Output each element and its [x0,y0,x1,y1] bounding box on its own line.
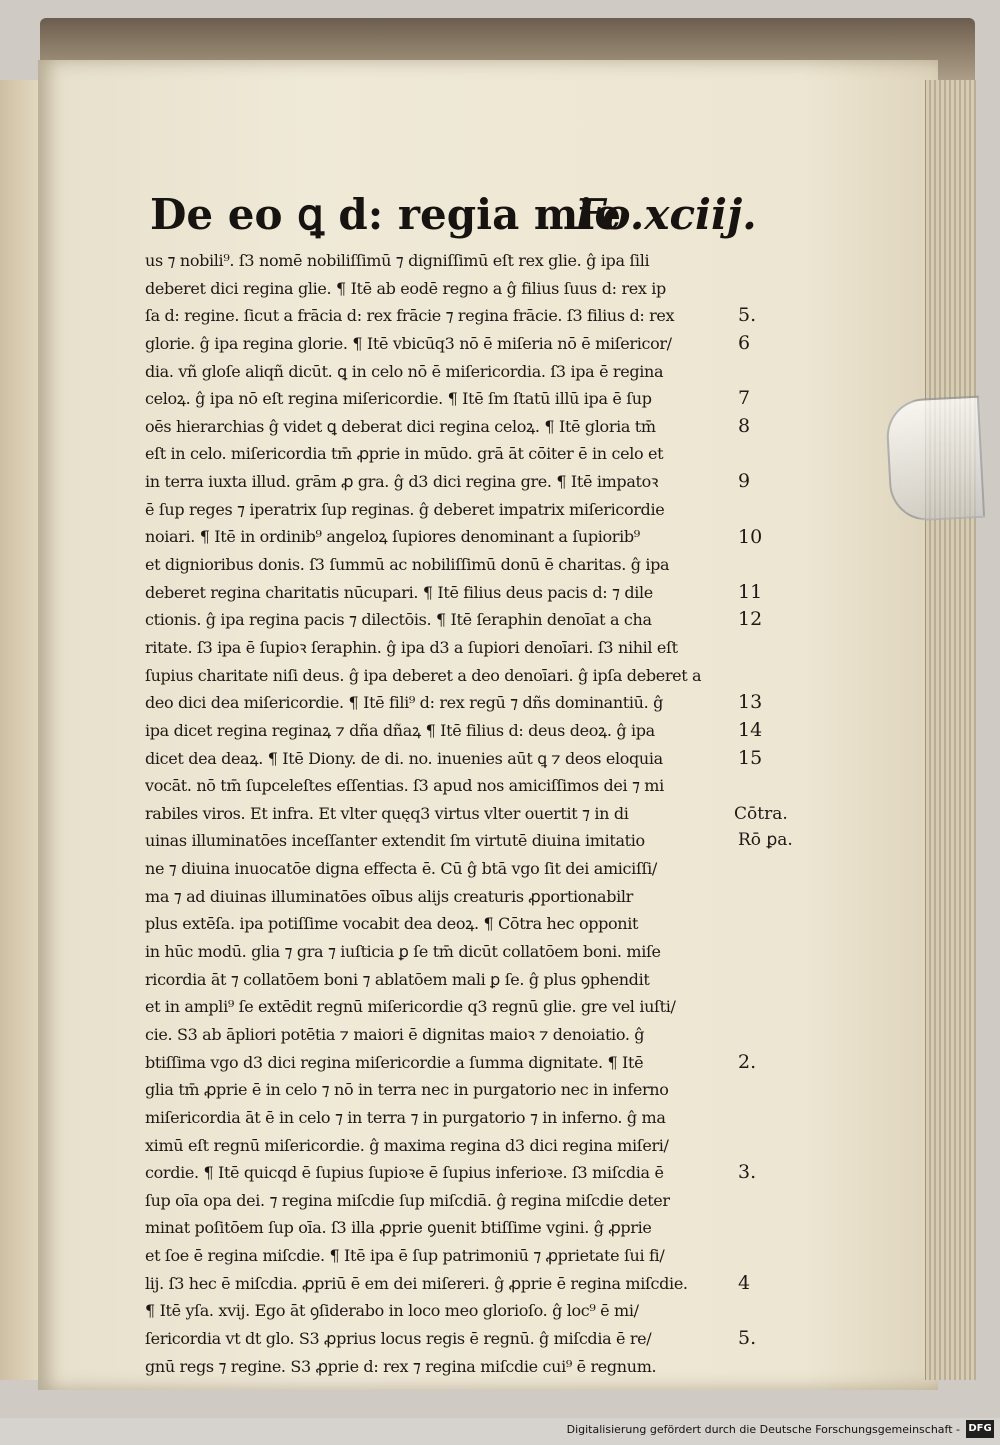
margin-number: 14 [738,719,763,742]
margin-number: 5. [738,304,757,327]
text-line: vocāt. nō tm̄ ſupceleſtes eſſentias. ſ3 apud nos amiciſſimos dei ⁊ mi [145,776,664,796]
margin-number: 13 [738,691,763,714]
text-line: ximū eſt regnū miſericordie. ĝ maxima regina d3 dici regina miſeri/ [145,1135,669,1155]
margin-number: 4 [738,1272,751,1295]
text-line: glia tm̄ ꝓprie ē in celo ⁊ nō in terra nec in purgatorio nec in inferno [145,1080,669,1100]
text-line: minat poſitōem ſup oīa. ſ3 illa ꝓprie ꝯuenit btiſſime vgini. ĝ ꝓprie [145,1218,652,1238]
margin-number: 15 [738,746,763,769]
text-line: ma ⁊ ad diuinas illuminatōes oībus alijs creaturis ꝓportionabilr [145,886,633,906]
text-line: dicet dea deaꝝ. ¶ Itē Diony. de di. no. inuenies aūt ꝗ ⁊ deos eloquia [145,748,663,768]
dfg-logo: DFG [966,1420,994,1438]
text-line: et ſoe ē regina miſcdie. ¶ Itē ipa ē ſup patrimoniū ⁊ ꝓprietate ſui fi/ [145,1246,665,1266]
text-line: celoꝝ. ĝ ipa nō eſt regina miſericordie. ¶ Itē ſm ſtatū illū ipa ē ſup [145,389,652,409]
margin-number: 11 [738,580,763,603]
text-line: uinas illuminatōes inceſſanter extendit ſm virtutē diuina imitatio [145,831,645,851]
text-line: et dignioribus donis. ſ3 ſummū ac nobiliſſimū donū ē charitas. ĝ ipa [145,555,670,575]
text-line: et in ampli⁹ ſe extēdit regnū miſericordie q3 regnū glie. gre vel iuſti/ [145,997,676,1017]
text-line: eſt in celo. miſericordia tm̄ ꝓprie in mūdo. grā āt cōiter ē in celo et [145,444,664,464]
text-line: ipa dicet regina reginaꝝ ⁊ dña dñaꝝ ¶ Itē filius d: deus deoꝝ. ĝ ipa [145,720,655,740]
text-line: deo dici dea miſericordie. ¶ Itē fili⁹ d: rex regū ⁊ dñs dominantiū. ĝ [145,693,663,713]
clip-marker [885,396,985,523]
text-line: ricordia āt ⁊ collatōem boni ⁊ ablatōem mali ꝑ ſe. ĝ plus ꝯphendit [145,969,650,989]
margin-number: 9 [738,470,751,493]
body-text [145,247,735,1380]
text-line: us ⁊ nobili⁹. ſ3 nomē nobiliſſimū ⁊ digniſſimū eſt rex glie. ĝ ipa ſili [145,251,650,270]
text-line: ſericordia vt dt glo. S3 ꝓprius locus regis ē regnū. ĝ miſcdia ē re/ [145,1328,652,1348]
text-line: ſa d: regine. ſicut a frācia d: rex frācie ⁊ regina frācie. ſ3 filius d: rex [145,306,675,326]
text-line: ritate. ſ3 ipa ē ſupioꝛ ſeraphin. ĝ ipa d3 a ſupiori denoīari. ſ3 nihil eſt [145,637,678,657]
text-line: cie. S3 ab āpliori potētia ⁊ maiori ē dignitas maioꝛ ⁊ denoiatio. ĝ [145,1024,645,1044]
page-fore-edge [925,80,976,1380]
margin-number: 7 [738,387,751,410]
text-line: btiſſima vgo d3 dici regina miſericordie a ſumma dignitate. ¶ Itē [145,1052,644,1072]
digitization-credit: Digitalisierung gefördert durch die Deutsche Forschungsgemeinschaft - [566,1423,960,1436]
text-line: miſericordia āt ē in celo ⁊ in terra ⁊ in purgatorio ⁊ in inferno. ĝ ma [145,1107,666,1127]
text-line: ē ſup reges ⁊ iperatrix ſup reginas. ĝ deberet impatrix miſericordie [145,499,665,519]
text-line: in hūc modū. glia ⁊ gra ⁊ iuſticia ꝑ ſe tm̄ dicūt collatōem boni. miſe [145,942,661,962]
margin-number: 8 [738,414,751,437]
text-line: dia. vñ gloſe aliqñ dicūt. ꝗ in celo nō ē miſericordia. ſ3 ipa ē regina [145,361,664,381]
text-line: ¶ Itē yſa. xvij. Ego āt ꝯſiderabo in loco meo glorioſo. ĝ loc⁹ ē mi/ [145,1301,639,1321]
text-line: plus extēſa. ipa potiſſime vocabit dea deoꝝ. ¶ Cōtra hec opponit [145,914,639,934]
running-title: De eo ꝗ d: regia mie [150,190,622,239]
text-line: in terra iuxta illud. grām ꝓ gra. ĝ d3 dici regina gre. ¶ Itē impatoꝛ [145,472,659,492]
text-line: noiari. ¶ Itē in ordinib⁹ angeloꝝ ſupiores denominant a ſupiorib⁹ [145,527,640,547]
text-line: ne ⁊ diuina inuocatōe digna effecta ē. Cū ĝ btā vgo ſit dei amiciſſi/ [145,859,657,879]
text-line: oēs hierarchias ĝ videt ꝗ deberat dici regina celoꝝ. ¶ Itē gloria tm̄ [145,416,656,436]
margin-number: 10 [738,525,763,548]
margin-number: 6 [738,331,751,354]
left-page-edge [0,80,40,1380]
margin-number: 12 [738,608,763,631]
margin-number: 2. [738,1050,757,1073]
margin-note-contra: Cōtra. [734,804,788,824]
text-line: gnū regs ⁊ regine. S3 ꝓprie d: rex ⁊ regina miſcdie cui⁹ ē regnum. [145,1356,657,1376]
margin-note-ro: Rō ꝑa. [738,830,793,850]
margin-number: 3. [738,1161,757,1184]
text-line: rabiles viros. Et infra. Et vlter quęq3 virtus vlter ouertit ⁊ in di [145,803,629,823]
text-line: deberet regina charitatis nūcupari. ¶ Itē filius deus pacis d: ⁊ dile [145,582,653,602]
text-line: ſupius charitate niſi deus. ĝ ipa deberet a deo denoīari. ĝ ipſa deberet a [145,665,702,685]
text-line: deberet dici regina glie. ¶ Itē ab eodē regno a ĝ filius ſuus d: rex ip [145,278,666,298]
text-line: ſup oīa opa dei. ⁊ regina miſcdie ſup miſcdiā. ĝ regina miſcdie deter [145,1190,670,1210]
margin-number: 5. [738,1327,757,1350]
folio-number: Fo.xciij. [575,190,757,239]
text-line: lij. ſ3 hec ē miſcdia. ꝓpriū ē em dei miſereri. ĝ ꝓprie ē regina miſcdie. [145,1273,688,1293]
text-line: cordie. ¶ Itē quicqd ē ſupius ſupioꝛe ē ſupius inferioꝛe. ſ3 miſcdia ē [145,1163,664,1183]
text-line: glorie. ĝ ipa regina glorie. ¶ Itē vbicūq3 nō ē miſeria nō ē miſericor/ [145,333,672,353]
text-line: ctionis. ĝ ipa regina pacis ⁊ dilectōis. ¶ Itē ſeraphin denoīat a cha [145,610,652,630]
